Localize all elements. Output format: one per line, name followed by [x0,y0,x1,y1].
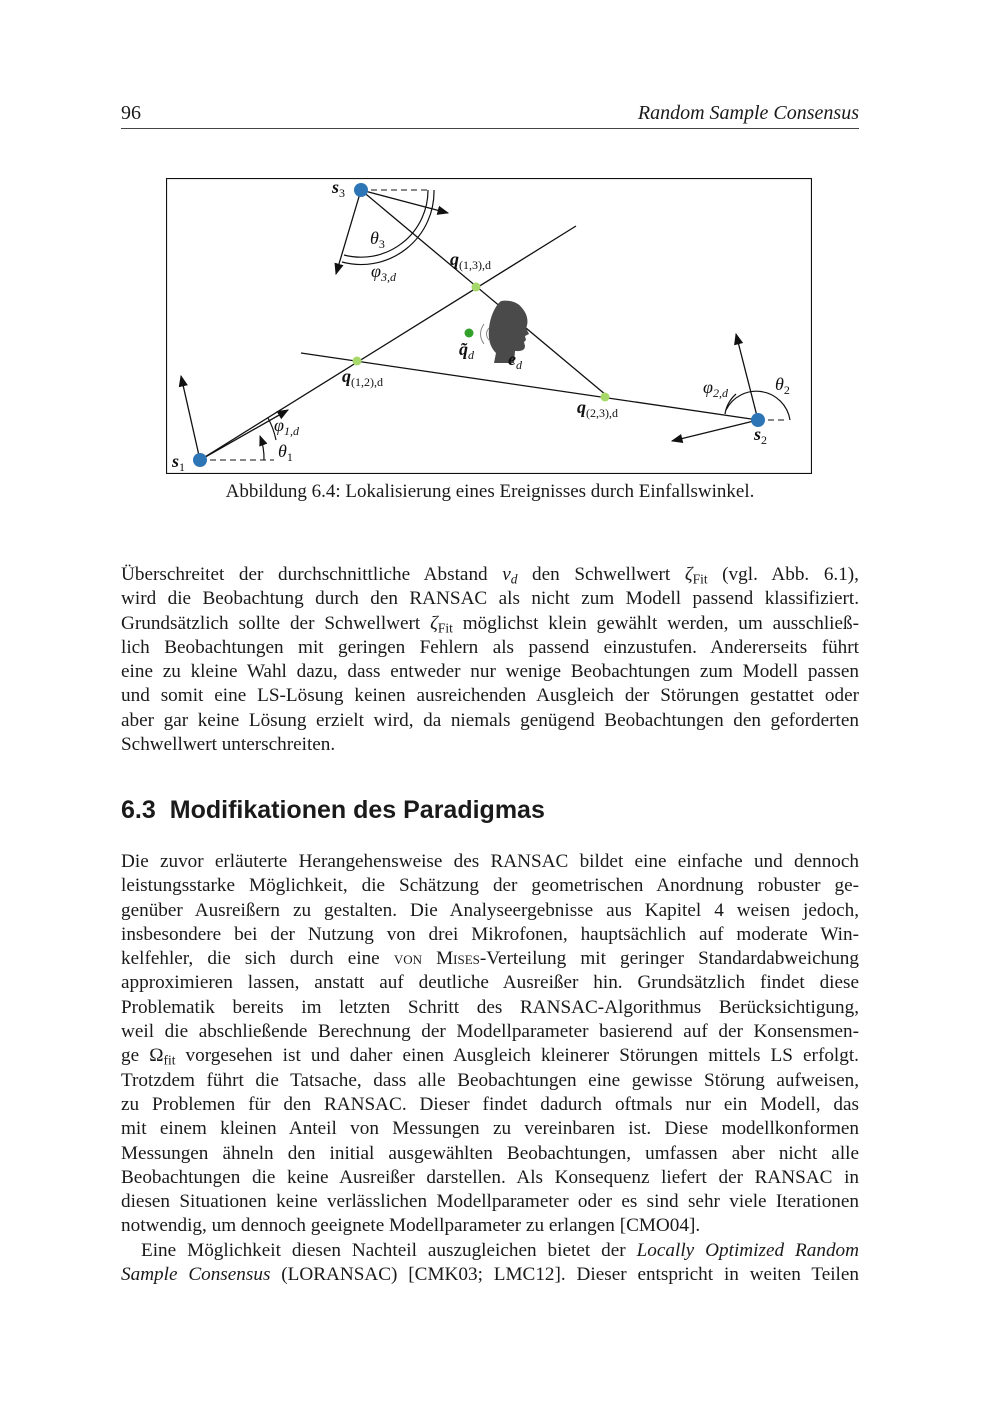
text-line: Sample Consensus (LORANSAC) [CMK03; LMC12]. Dieser entspricht in weiten Teilen [121,1264,860,1286]
text-line: insbesondere bei der Nutzung von drei Mikrofonen, hauptsächlich auf moderate Win- [121,923,859,945]
page-number: 96 [121,102,141,124]
figure-svg [166,178,812,474]
text-line: Schwellwert unterschreiten. [121,734,336,756]
label-phi2: $\varphi_{2,d}$ [703,377,728,400]
intersection-point-q23 [601,393,610,402]
label-theta3: $\theta_3$ [370,228,385,251]
label-phi1: $\varphi_{1,d}$ [274,415,299,438]
sensor-s1 [193,453,207,467]
text-line: leistungsstarke Möglichkeit, die Schätzung der geometrischen Anordnung robuster ge- [121,875,859,897]
label-qd: $q̃_d$ [459,339,474,362]
text-line: und somit eine LS-Lösung keinen ausreichenden Ausgleich der Störungen gestattet oder [121,685,859,707]
text-line: eine zu kleine Wahl dazu, dass entweder nur wenige Beobachtungen zum Modell passen [121,661,859,683]
text-line: ge $\Omega_{fit}$ vorgesehen ist und daher einen Ausgleich kleinerer Störungen mittels LS erfolgt. [121,1045,859,1068]
page-header [121,100,859,129]
text-line: Messungen ähneln den initial ausgewählten Beobachtungen, umfassen aber nicht alle [121,1142,859,1164]
text-line: Überschreitet der durchschnittliche Abstand $v_d$ den Schwellwert $\zeta_{Fit}$ (vgl. Abb. 6.1), [121,564,859,587]
section-heading [121,796,545,825]
label-phi3: $\varphi_{3,d}$ [371,261,396,284]
text-line: Die zuvor erläuterte Herangehensweise des RANSAC bildet eine einfache und dennoch [121,851,859,872]
figure-caption: Abbildung 6.4: Lokalisierung eines Ereignisses durch Einfallswinkel. [225,481,755,502]
paragraph-loransac [121,1239,859,1288]
text-line: diesen Situationen keine verlässlichen Modellparameter oder es sind sehr viele Iterationen [121,1191,859,1213]
text-line: mit einem kleinen Anteil von Messungen zu vereinbaren ist. Diese modellkonformen [121,1118,859,1140]
text-line: notwendig, um dennoch geeignete Modellparameter zu erlangen [CMO04]. [121,1215,701,1237]
text-line: weil die abschließende Berechnung der Modellparameter basierend auf der Konsensmen- [121,1021,859,1043]
estimated-position-point [465,329,474,338]
text-line: lich Beobachtungen mit geringen Fehlern als passend einzustufen. Andererseits führt [121,636,859,658]
label-s1: $s_1$ [172,451,186,474]
figure-localization [166,178,812,474]
text-line: Problematik bereits im letzten Schritt des RANSAC-Algorithmus Berücksichtigung, [121,996,859,1018]
label-q13: $q_{(1,3),d}$ [450,249,491,272]
text-line: Beobachtungen die keine Ausreißer darstellen. Als Konsequenz liefert der RANSAC in [121,1166,859,1188]
label-q12: $q_{(1,2),d}$ [342,366,383,389]
label-theta2: $\theta_2$ [775,374,790,397]
text-line: genüber Ausreißern zu gestalten. Die Analyseergebnisse aus Kapitel 4 weisen jedoch, [121,899,859,921]
text-line: aber gar keine Lösung erzielt wird, da niemals genügend Beobachtungen den geforderten [121,709,859,731]
text-line: Trotzdem führt die Tatsache, dass alle Beobachtungen eine gewisse Störung aufweisen, [121,1069,859,1091]
section-title-text: Modifikationen des Paradigmas [169,796,545,824]
intersection-point-q12 [353,357,362,366]
label-theta1: $\theta_1$ [278,441,293,464]
label-s3: $s_3$ [332,178,346,200]
label-ed: $e_d$ [508,349,522,372]
figure-frame [167,179,812,474]
text-line: wird die Beobachtung durch den RANSAC als nicht zum Modell passend klassifiziert. [121,588,859,610]
sensor-s3 [354,183,368,197]
text-line: approximieren lassen, anstatt auf deutliche Ausreißer hin. Grundsätzlich findet diese [121,972,859,994]
text-line: zu Problemen für den RANSAC. Dieser findet dadurch oftmals nur ein Modell, das [121,1093,859,1115]
text-line: Eine Möglichkeit diesen Nachteil auszugleichen bietet der Locally Optimized Random [141,1240,859,1261]
section-number: 6.3 [121,796,156,824]
text-line: Grundsätzlich sollte der Schwellwert $\zeta_{Fit}$ möglichst klein gewählt werden, um ausschließ- [121,612,860,635]
paragraph-modifications [121,850,859,1239]
intersection-point-q13 [472,283,481,292]
text-line: kelfehler, die sich durch eine von Mises-Verteilung mit geringer Standardabweichung [121,948,859,970]
label-q23: $q_{(2,3),d}$ [577,397,618,420]
running-title: Random Sample Consensus [637,102,859,124]
label-s2: $s_2$ [754,424,768,447]
paragraph-threshold [121,563,859,757]
